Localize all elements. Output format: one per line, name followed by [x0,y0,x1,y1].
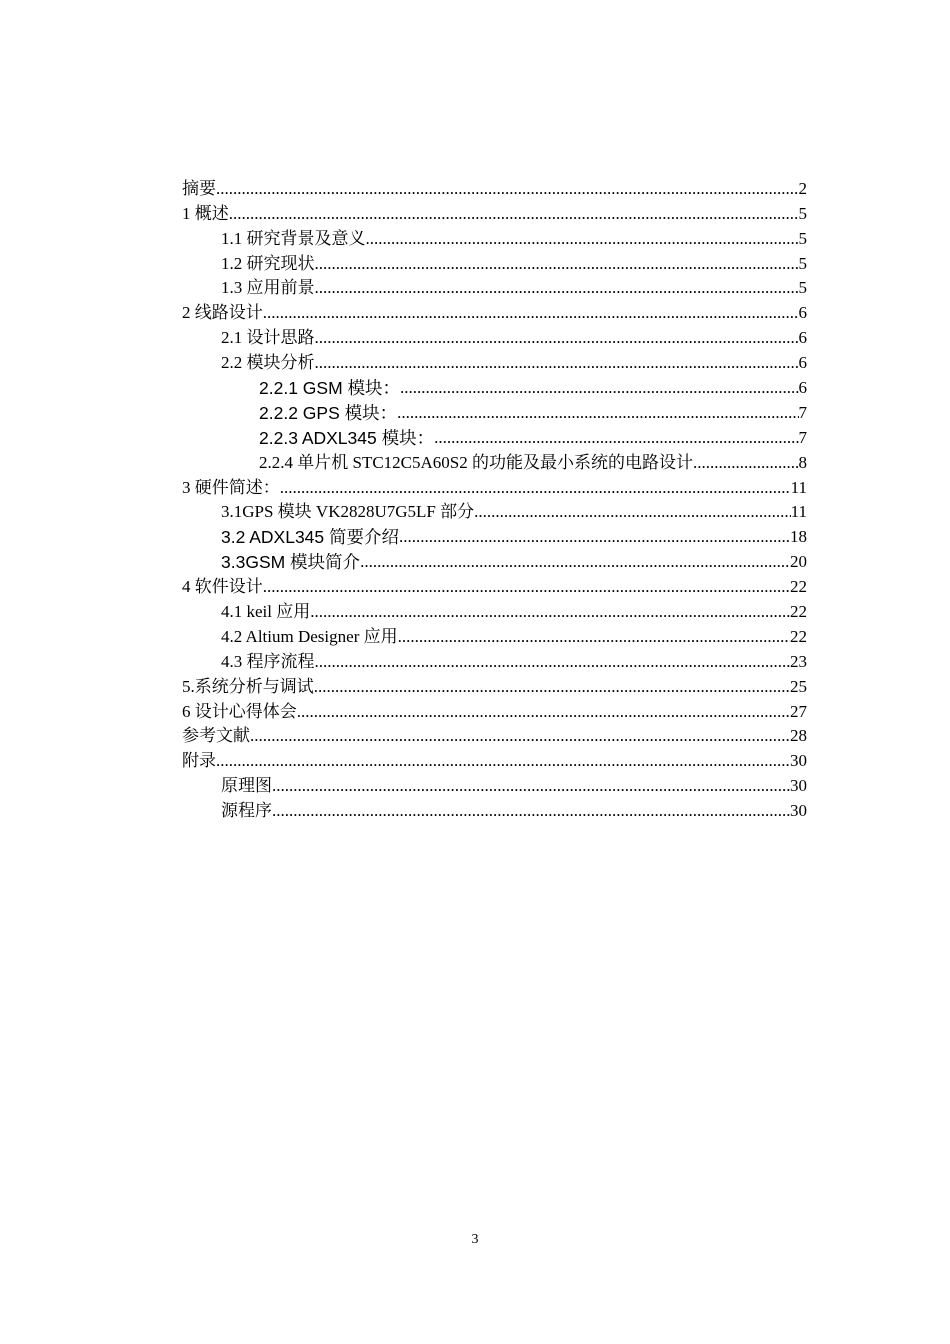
toc-entry-title: 1 概述 [182,203,229,223]
toc-entry-title: 1.2 研究现状 [221,253,315,273]
toc-entry[interactable] [182,348,807,373]
toc-entry-page: 6 [798,353,807,373]
toc-entry[interactable] [182,622,807,647]
toc-dot-leader [216,179,799,199]
toc-entry-page: 6 [798,328,807,348]
toc-entry-title: 3.2 ADXL345 简要介绍 [221,527,399,548]
toc-dot-leader [366,229,799,249]
toc-dot-leader [315,254,799,274]
toc-entry-title: 2.1 设计思路 [221,328,315,348]
toc-dot-leader [216,751,790,771]
toc-entry-title: 2.2.4 单片机 STC12C5A60S2 的功能及最小系统的电路设计 [259,452,693,472]
toc-entry-title: 6 设计心得体会 [182,701,297,721]
toc-dot-leader [360,552,790,572]
toc-entry-title: 参考文献 [182,726,250,746]
toc-entry[interactable] [182,672,807,697]
toc-dot-leader [263,303,799,323]
toc-entry-page: 11 [790,477,807,497]
toc-entry-page: 30 [790,801,807,821]
toc-entry-title: 4 软件设计 [182,577,263,597]
toc-entry[interactable] [182,647,807,672]
toc-dot-leader [229,204,799,224]
toc-entry-title: 2.2.1 GSM 模块： [259,378,401,399]
toc-dot-leader [399,527,790,547]
toc-entry[interactable] [182,498,807,523]
toc-entry-title: 3 硬件简述： [182,477,280,497]
toc-dot-leader [315,278,799,298]
toc-entry-page: 20 [790,552,807,572]
toc-entry-title: 1.1 研究背景及意义 [221,228,366,248]
toc-entry-page: 5 [798,278,807,298]
toc-entry[interactable] [182,298,807,323]
toc-entry-title: 2.2.3 ADXL345 模块： [259,427,435,448]
toc-dot-leader [434,428,798,448]
toc-entry[interactable] [182,597,807,622]
toc-entry-title: 3.1GPS 模块 VK2828U7G5LF 部分 [221,502,475,522]
toc-entry[interactable] [182,473,807,498]
toc-dot-leader [397,403,798,423]
toc-dot-leader [315,353,799,373]
toc-entry-page: 27 [790,701,807,721]
toc-entry-page: 30 [790,776,807,796]
toc-dot-leader [272,801,790,821]
toc-entry-page: 22 [790,577,807,597]
toc-entry-title: 摘要 [182,178,216,198]
toc-entry-page: 7 [798,402,807,422]
toc-dot-leader [263,577,790,597]
toc-entry-page: 5 [798,203,807,223]
page-number: 3 [471,1232,479,1247]
toc-entry[interactable] [182,572,807,597]
toc-dot-leader [250,726,790,746]
toc-entry[interactable] [182,722,807,747]
toc-entry[interactable] [182,796,807,821]
toc-entry-page: 28 [790,726,807,746]
toc-entry[interactable] [182,224,807,249]
toc-entry[interactable] [182,746,807,771]
toc-entry-page: 2 [798,178,807,198]
toc-entry-page: 5 [798,253,807,273]
toc-entry-title: 4.1 keil 应用 [221,602,311,622]
toc-entry[interactable] [182,448,807,473]
toc-entry-page: 5 [798,228,807,248]
toc-entry[interactable] [182,697,807,722]
toc-dot-leader [297,702,790,722]
toc-dot-leader [272,776,790,796]
toc-dot-leader [314,677,790,697]
toc-entry[interactable] [182,771,807,796]
toc-entry-page: 30 [790,751,807,771]
toc-entry-title: 3.3GSM 模块简介 [221,552,361,573]
toc-entry-title: 1.3 应用前景 [221,278,315,298]
toc-entry-page: 8 [798,452,807,472]
toc-entry[interactable] [182,373,807,398]
toc-entry-title: 4.2 Altium Designer 应用 [221,626,398,646]
toc-entry-title: 原理图 [221,776,272,796]
toc-entry-page: 22 [790,626,807,646]
toc-entry-page: 7 [798,427,807,447]
toc-entry[interactable] [182,547,807,572]
toc-entry-title: 源程序 [221,801,272,821]
toc-dot-leader [693,453,799,473]
toc-entry-page: 6 [798,378,807,398]
toc-entry-title: 2 线路设计 [182,303,263,323]
toc-entry[interactable] [182,199,807,224]
toc-entry[interactable] [182,323,807,348]
toc-entry-page: 25 [790,676,807,696]
toc-dot-leader [315,652,791,672]
toc-entry[interactable] [182,174,807,199]
toc-entry-title: 附录 [182,751,216,771]
toc-entry-page: 23 [790,651,807,671]
toc-entry[interactable] [182,522,807,547]
toc-dot-leader [474,502,790,522]
table-of-contents [182,174,807,821]
toc-entry[interactable] [182,398,807,423]
toc-entry-title: 4.3 程序流程 [221,651,315,671]
toc-entry-page: 11 [790,502,807,522]
toc-entry-title: 2.2 模块分析 [221,353,315,373]
toc-dot-leader [310,602,790,622]
toc-dot-leader [400,378,798,398]
toc-dot-leader [280,478,791,498]
toc-entry-title: 2.2.2 GPS 模块： [259,402,398,423]
toc-dot-leader [315,328,799,348]
toc-entry-page: 18 [790,527,807,547]
toc-entry-title: 5.系统分析与调试 [182,676,314,696]
toc-dot-leader [398,627,790,647]
toc-entry[interactable] [182,249,807,274]
toc-entry[interactable] [182,423,807,448]
toc-entry-page: 22 [790,602,807,622]
toc-entry[interactable] [182,274,807,299]
toc-entry-page: 6 [798,303,807,323]
